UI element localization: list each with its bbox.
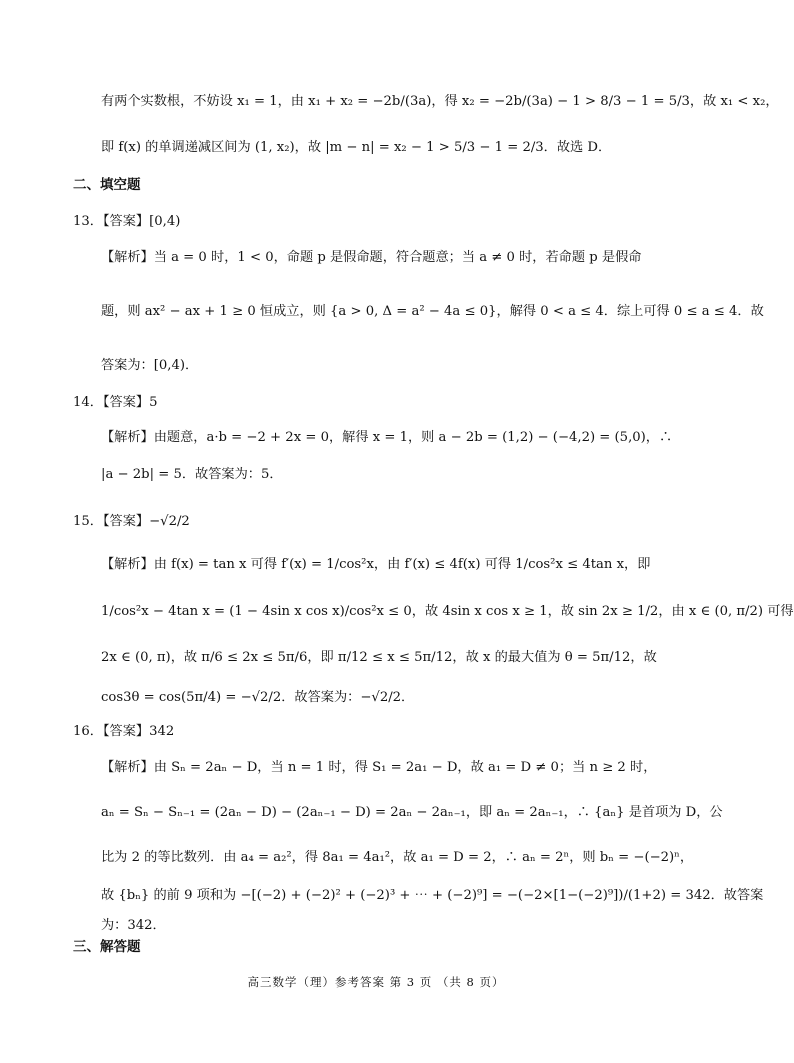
text-line: 14．【答案】5 bbox=[73, 395, 158, 410]
section-heading: 三、解答题 bbox=[73, 939, 141, 955]
text-line: |a − 2b| = 5．故答案为：5． bbox=[101, 467, 283, 482]
text-line: 比为 2 的等比数列．由 a₄ = a₂²，得 8a₁ = 4a₁²，故 a₁ = D = 2，∴ aₙ = 2ⁿ，则 bₙ = −(−2)ⁿ， bbox=[101, 850, 694, 865]
text-line: 题，则 ax² − ax + 1 ≥ 0 恒成立，则 {a > 0, Δ = a² − 4a ≤ 0}，解得 0 < a ≤ 4．综上可得 0 ≤ a ≤ 4．故 bbox=[101, 304, 764, 319]
text-line: 有两个实数根，不妨设 x₁ = 1，由 x₁ + x₂ = −2b/(3a)，得 x₂ = −2b/(3a) − 1 > 8/3 − 1 = 5/3，故 x₁ < x₂， bbox=[101, 94, 779, 109]
text-line: 1/cos²x − 4tan x = (1 − 4sin x cos x)/cos²x ≤ 0，故 4sin x cos x ≥ 1，故 sin 2x ≥ 1/2，由 x ∈ (0, π/2) 可得 bbox=[101, 604, 794, 619]
text-line: 2x ∈ (0, π)，故 π/6 ≤ 2x ≤ 5π/6，即 π/12 ≤ x ≤ 5π/12，故 x 的最大值为 θ = 5π/12，故 bbox=[101, 650, 657, 665]
section-heading: 二、填空题 bbox=[73, 177, 141, 193]
text-line: 15．【答案】−√2/2 bbox=[73, 514, 190, 529]
text-line: aₙ = Sₙ − Sₙ₋₁ = (2aₙ − D) − (2aₙ₋₁ − D) = 2aₙ − 2aₙ₋₁，即 aₙ = 2aₙ₋₁，∴ {aₙ} 是首项为 D，公 bbox=[101, 805, 723, 820]
text-line: 【解析】由 f(x) = tan x 可得 f′(x) = 1/cos²x，由 f′(x) ≤ 4f(x) 可得 1/cos²x ≤ 4tan x，即 bbox=[101, 557, 651, 572]
text-line: 即 f(x) 的单调递减区间为 (1, x₂)，故 |m − n| = x₂ − 1 > 5/3 − 1 = 2/3．故选 D． bbox=[101, 140, 612, 155]
text-line: 为：342． bbox=[101, 918, 166, 933]
text-line: 16．【答案】342 bbox=[73, 724, 175, 739]
text-line: 13．【答案】[0,4) bbox=[73, 214, 181, 229]
text-line: 【解析】由题意，a·b = −2 + 2x = 0，解得 x = 1，则 a − 2b = (1,2) − (−4,2) = (5,0)，∴ bbox=[101, 430, 673, 445]
text-line: 【解析】由 Sₙ = 2aₙ − D，当 n = 1 时，得 S₁ = 2a₁ − D，故 a₁ = D ≠ 0；当 n ≥ 2 时， bbox=[101, 760, 657, 775]
text-line: 故 {bₙ} 的前 9 项和为 −[(−2) + (−2)² + (−2)³ + ⋯ + (−2)⁹] = −(−2×[1−(−2)⁹])/(1+2) = 342．故答案 bbox=[101, 888, 764, 903]
text-line: 【解析】当 a = 0 时，1 < 0，命题 p 是假命题，符合题意；当 a ≠ 0 时，若命题 p 是假命 bbox=[101, 250, 642, 265]
page-footer: 高三数学（理）参考答案 第 3 页 （共 8 页） bbox=[247, 975, 505, 989]
text-line: cos3θ = cos(5π/4) = −√2/2．故答案为：−√2/2． bbox=[101, 690, 415, 705]
text-line: 答案为：[0,4)． bbox=[101, 358, 199, 373]
